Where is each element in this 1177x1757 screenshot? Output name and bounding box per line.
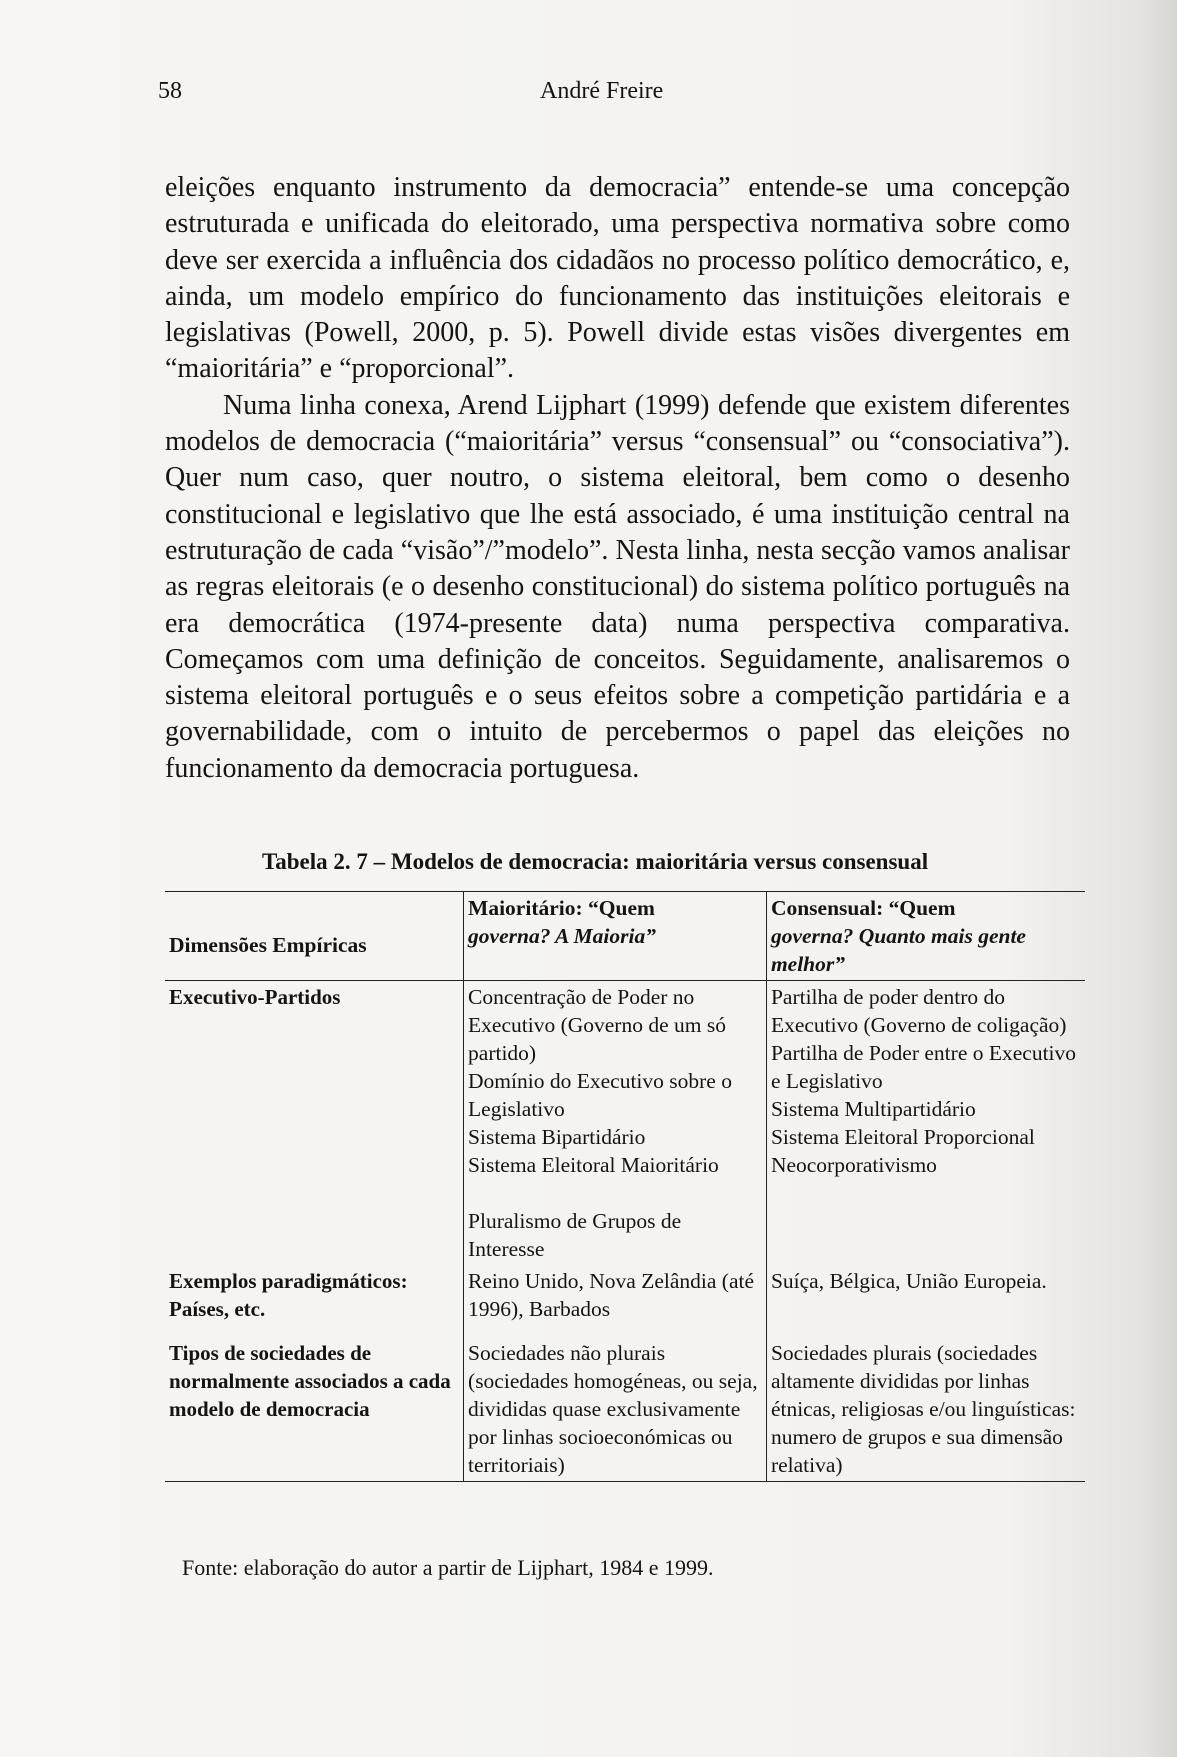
cell-spacer xyxy=(468,1179,762,1207)
body-text xyxy=(165,170,1070,787)
paragraph-1: eleições enquanto instrumento da democracia” entende-se uma concepção estruturada e unificada do eleitorado, uma perspectiva normativa sobre como deve ser exercida a influência dos cidadãos no processo político democrático, e, ainda, um modelo empírico do funcionamento das instituições eleitorais e legislativas (Powell, 2000, p. 5). Powell divide estas visões divergentes em “maioritária” e “proporcional”. xyxy=(165,172,1070,385)
cell-majoritarian-societies: Sociedades não plurais (sociedades homogéneas, ou seja, divididas quase exclusivamente por linhas socioeconómicas ou territoriais) xyxy=(464,1325,767,1482)
table-caption: Tabela 2. 7 – Modelos de democracia: maioritária versus consensual xyxy=(262,849,929,874)
row-label-examples-line-2: Países, etc. xyxy=(169,1297,266,1321)
row-label-executive-parties: Executivo-Partidos xyxy=(169,985,341,1009)
header-consensual-title: Consensual: “Quem xyxy=(770,896,956,920)
list-item: Partilha de Poder entre o Executivo e Legislativo xyxy=(770,1041,1077,1093)
list-item: Pluralismo de Grupos de Interesse xyxy=(468,1209,682,1261)
list-item: Domínio do Executivo sobre o Legislativo xyxy=(468,1069,732,1121)
row-label-examples-line-1: Exemplos paradigmáticos: xyxy=(169,1269,408,1293)
table-row-societies xyxy=(165,1325,1085,1482)
list-item: Sistema Eleitoral Maioritário xyxy=(468,1153,719,1177)
header-consensual-subtitle: governa? Quanto mais gente melhor” xyxy=(770,924,1026,976)
paragraph-2: Numa linha conexa, Arend Lijphart (1999) defende que existem diferentes modelos de democracia (“maioritária” versus “consensual” ou “consociativa”). Quer num caso, quer noutro, o sistema eleitoral, bem como o desenho constitucional e legislativo que lhe está associado, é uma instituição central na estruturação de cada “visão”/”modelo”. Nesta linha, nesta secção vamos analisar as regras eleitorais (e o desenho constitucional) do sistema político português na era democrática (1974-presente data) numa perspectiva comparativa. Começamos com uma definição de conceitos. Seguidamente, analisaremos o sistema eleitoral português e o seus efeitos sobre a competição partidária e a governabilidade, com o intuito de percebermos o papel das eleições no funcionamento da democracia portuguesa. xyxy=(165,389,1070,784)
table-row-examples xyxy=(165,1265,1085,1325)
table-source-note: Fonte: elaboração do autor a partir de Lijphart, 1984 e 1999. xyxy=(182,1555,714,1580)
header-dimensions-label: Dimensões Empíricas xyxy=(169,933,367,957)
header-dimensions xyxy=(165,892,464,981)
table-row-executive-parties xyxy=(165,981,1085,1266)
cell-consensual-societies: Sociedades plurais (sociedades altamente divididas por linhas étnicas, religiosas e/ou linguísticas: numero de grupos e sua dimensão relativa) xyxy=(766,1325,1085,1482)
running-head-author: André Freire xyxy=(540,78,664,104)
table-header-row xyxy=(165,892,1085,981)
list-item: Neocorporativismo xyxy=(770,1153,937,1177)
cell-majoritarian-executive xyxy=(464,981,767,1266)
row-label-examples xyxy=(165,1265,464,1325)
cell-consensual-examples: Suíça, Bélgica, União Europeia. xyxy=(766,1265,1085,1325)
cell-majoritarian-examples: Reino Unido, Nova Zelândia (até 1996), Barbados xyxy=(464,1265,767,1325)
list-item: Sistema Eleitoral Proporcional xyxy=(770,1125,1035,1149)
header-majoritarian xyxy=(464,892,767,981)
list-item: Concentração de Poder no Executivo (Governo de um só partido) xyxy=(468,985,726,1065)
page-number: 58 xyxy=(158,78,182,104)
democracy-models-table xyxy=(165,891,1085,1482)
cell-consensual-executive xyxy=(766,981,1085,1266)
running-head xyxy=(158,78,1058,114)
list-item: Partilha de poder dentro do Executivo (Governo de coligação) xyxy=(770,985,1067,1037)
row-label-societies: Tipos de sociedades de normalmente associados a cada modelo de democracia xyxy=(165,1325,464,1482)
list-item: Sistema Bipartidário xyxy=(468,1125,646,1149)
header-consensual xyxy=(766,892,1085,981)
list-item: Sistema Multipartidário xyxy=(770,1097,976,1121)
header-majoritarian-subtitle: governa? A Maioria” xyxy=(468,924,656,948)
header-majoritarian-title: Maioritário: “Quem xyxy=(468,896,655,920)
